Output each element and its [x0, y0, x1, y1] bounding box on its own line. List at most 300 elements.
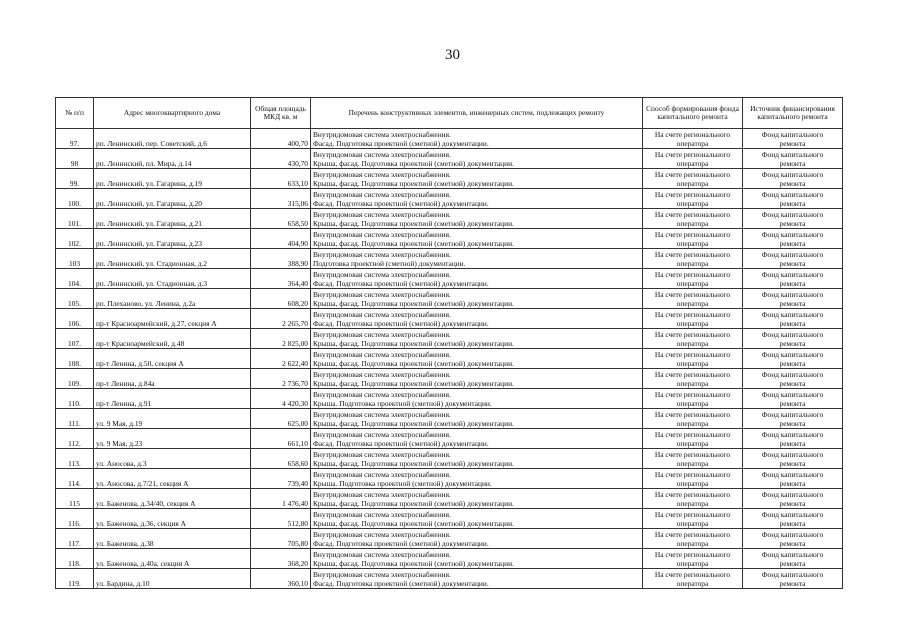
row-number: 103: [56, 249, 94, 269]
row-method-line: На счете регионального: [654, 130, 731, 139]
row-method-line: оператора: [676, 179, 709, 188]
row-source-line: ремонта: [779, 139, 806, 148]
row-area: 2 265,70: [251, 309, 311, 329]
header-no: № п/п: [56, 98, 94, 129]
row-number: 109.: [56, 369, 94, 389]
row-number: 115: [56, 489, 94, 509]
row-source-line: Фонд капитального: [761, 130, 824, 139]
table-row: [56, 449, 843, 469]
row-address: пр-т Красноармейский, д.48: [94, 329, 251, 349]
row-works-line: Внутридомовая система электроснабжения.: [313, 250, 451, 259]
row-works-line: Внутридомовая система электроснабжения.: [313, 470, 451, 479]
row-works-line: Внутридомовая система электроснабжения.: [313, 530, 451, 539]
page-number: 30: [445, 47, 460, 63]
row-works-line: Крыша, фасад. Подготовка проектной (сметной) документации.: [313, 519, 514, 528]
row-source-line: ремонта: [779, 279, 806, 288]
repair-registry-table: [55, 97, 843, 589]
row-method-line: оператора: [676, 299, 709, 308]
row-source-line: Фонд капитального: [761, 570, 824, 579]
row-source: [743, 289, 843, 309]
row-method: [643, 409, 743, 429]
row-number: 117.: [56, 529, 94, 549]
row-source-line: ремонта: [779, 359, 806, 368]
row-method: [643, 149, 743, 169]
row-source-line: ремонта: [779, 419, 806, 428]
row-source-line: Фонд капитального: [761, 290, 824, 299]
row-area: 2 825,00: [251, 329, 311, 349]
row-works-line: Крыша, фасад. Подготовка проектной (сметной) документации.: [313, 559, 514, 568]
row-works: [311, 229, 643, 249]
row-works-line: Внутридомовая система электроснабжения.: [313, 190, 451, 199]
row-method: [643, 269, 743, 289]
row-works: [311, 289, 643, 309]
table-row: [56, 429, 843, 449]
row-source-line: Фонд капитального: [761, 210, 824, 219]
row-area: 1 476,40: [251, 489, 311, 509]
row-address: рп. Ленинский, ул. Стадионная, д.2: [94, 249, 251, 269]
row-works: [311, 309, 643, 329]
row-source: [743, 309, 843, 329]
row-number: 104.: [56, 269, 94, 289]
row-works: [311, 329, 643, 349]
row-area: 2 736,70: [251, 369, 311, 389]
row-number: 98: [56, 149, 94, 169]
row-address: ул. Баженова, д.40а, секция А: [94, 549, 251, 569]
header-source: Источник финансирования капитального ремонта: [743, 98, 843, 129]
row-works-line: Крыша, фасад. Подготовка проектной (сметной) документации.: [313, 459, 514, 468]
row-number: 111.: [56, 409, 94, 429]
row-source-line: ремонта: [779, 519, 806, 528]
row-works-line: Подготовка проектной (сметной) документации.: [313, 259, 466, 268]
header-works: Перечень конструктивных элементов, инженерных систем, подлежащих ремонту: [311, 98, 643, 129]
row-works: [311, 349, 643, 369]
row-address: рп. Ленинский, пер. Советский, д.6: [94, 129, 251, 149]
row-works-line: Фасад. Подготовка проектной (сметной) документации.: [313, 279, 489, 288]
row-method: [643, 329, 743, 349]
row-works-line: Крыша, фасад. Подготовка проектной (сметной) документации.: [313, 499, 514, 508]
row-address: ул. 9 Мая, д.23: [94, 429, 251, 449]
row-method-line: На счете регионального: [654, 150, 731, 159]
row-method-line: На счете регионального: [654, 270, 731, 279]
row-method: [643, 309, 743, 329]
row-works-line: Крыша. Подготовка проектной (сметной) документации.: [313, 399, 492, 408]
row-address: рп. Ленинский, пл. Мира, д.14: [94, 149, 251, 169]
row-method-line: оператора: [676, 479, 709, 488]
row-works-line: Внутридомовая система электроснабжения.: [313, 450, 451, 459]
table-row: [56, 209, 843, 229]
row-source: [743, 209, 843, 229]
row-method-line: оператора: [676, 259, 709, 268]
row-method: [643, 449, 743, 469]
row-works-line: Внутридомовая система электроснабжения.: [313, 230, 451, 239]
row-method: [643, 249, 743, 269]
row-method-line: оператора: [676, 439, 709, 448]
row-source-line: ремонта: [779, 439, 806, 448]
row-works-line: Фасад. Подготовка проектной (сметной) документации.: [313, 579, 489, 588]
table-row: [56, 129, 843, 149]
table-row: [56, 569, 843, 589]
row-method-line: оператора: [676, 159, 709, 168]
row-number: 106.: [56, 309, 94, 329]
row-source-line: ремонта: [779, 219, 806, 228]
row-works-line: Крыша, фасад. Подготовка проектной (сметной) документации.: [313, 419, 514, 428]
row-source: [743, 329, 843, 349]
row-method: [643, 489, 743, 509]
row-source-line: Фонд капитального: [761, 310, 824, 319]
row-source: [743, 529, 843, 549]
table-header-row: [56, 98, 843, 129]
row-source-line: Фонд капитального: [761, 510, 824, 519]
table-row: [56, 169, 843, 189]
row-number: 114.: [56, 469, 94, 489]
row-works-line: Внутридомовая система электроснабжения.: [313, 570, 451, 579]
row-address: ул. Баженова, д.36, секция А: [94, 509, 251, 529]
table-row: [56, 149, 843, 169]
row-method-line: На счете регионального: [654, 370, 731, 379]
row-source-line: Фонд капитального: [761, 350, 824, 359]
row-method-line: оператора: [676, 239, 709, 248]
row-works: [311, 409, 643, 429]
row-works-line: Фасад. Подготовка проектной (сметной) документации.: [313, 139, 489, 148]
row-number: 108.: [56, 349, 94, 369]
row-works-line: Внутридомовая система электроснабжения.: [313, 550, 451, 559]
row-method-line: На счете регионального: [654, 430, 731, 439]
row-source-line: ремонта: [779, 179, 806, 188]
row-number: 112.: [56, 429, 94, 449]
row-source-line: ремонта: [779, 299, 806, 308]
row-works-line: Внутридомовая система электроснабжения.: [313, 170, 451, 179]
table-row: [56, 529, 843, 549]
row-source-line: ремонта: [779, 159, 806, 168]
row-method: [643, 349, 743, 369]
row-works-line: Крыша, фасад. Подготовка проектной (сметной) документации.: [313, 219, 514, 228]
row-method-line: оператора: [676, 139, 709, 148]
row-works-line: Крыша, фасад. Подготовка проектной (сметной) документации.: [313, 359, 514, 368]
row-method-line: оператора: [676, 219, 709, 228]
row-area: 364,40: [251, 269, 311, 289]
row-works-line: Фасад. Подготовка проектной (сметной) документации.: [313, 439, 489, 448]
row-source-line: Фонд капитального: [761, 330, 824, 339]
row-source: [743, 169, 843, 189]
row-works-line: Крыша, фасад. Подготовка проектной (сметной) документации.: [313, 179, 514, 188]
row-works-line: Крыша, фасад. Подготовка проектной (сметной) документации.: [313, 379, 514, 388]
row-address: ул. Аносова, д.7/21, секция А: [94, 469, 251, 489]
row-area: 360,10: [251, 569, 311, 589]
row-method-line: оператора: [676, 339, 709, 348]
row-method-line: На счете регионального: [654, 410, 731, 419]
row-method-line: На счете регионального: [654, 210, 731, 219]
row-source-line: ремонта: [779, 319, 806, 328]
row-source-line: ремонта: [779, 399, 806, 408]
row-source: [743, 349, 843, 369]
row-works-line: Крыша. Подготовка проектной (сметной) документации.: [313, 479, 492, 488]
row-method-line: оператора: [676, 459, 709, 468]
row-works: [311, 209, 643, 229]
row-works: [311, 189, 643, 209]
row-method-line: оператора: [676, 359, 709, 368]
row-method: [643, 469, 743, 489]
row-works-line: Внутридомовая система электроснабжения.: [313, 490, 451, 499]
row-works-line: Внутридомовая система электроснабжения.: [313, 270, 451, 279]
row-source: [743, 569, 843, 589]
row-works-line: Фасад. Подготовка проектной (сметной) документации.: [313, 539, 489, 548]
row-works-line: Крыша, фасад. Подготовка проектной (сметной) документации.: [313, 299, 514, 308]
row-source-line: Фонд капитального: [761, 430, 824, 439]
row-method-line: На счете регионального: [654, 290, 731, 299]
row-source-line: Фонд капитального: [761, 490, 824, 499]
row-area: 368,20: [251, 549, 311, 569]
table-row: [56, 229, 843, 249]
row-method: [643, 509, 743, 529]
header-area: Общая площадь МКД кв. м: [251, 98, 311, 129]
row-works: [311, 249, 643, 269]
row-works-line: Внутридомовая система электроснабжения.: [313, 310, 451, 319]
row-method-line: На счете регионального: [654, 190, 731, 199]
row-method: [643, 129, 743, 149]
row-method-line: оператора: [676, 399, 709, 408]
row-source: [743, 189, 843, 209]
row-source: [743, 269, 843, 289]
row-works-line: Внутридомовая система электроснабжения.: [313, 210, 451, 219]
row-works-line: Внутридомовая система электроснабжения.: [313, 290, 451, 299]
row-method: [643, 569, 743, 589]
table-row: [56, 409, 843, 429]
table-row: [56, 309, 843, 329]
row-works: [311, 569, 643, 589]
row-method-line: оператора: [676, 279, 709, 288]
row-area: 4 420,30: [251, 389, 311, 409]
row-works: [311, 469, 643, 489]
row-works: [311, 529, 643, 549]
row-method: [643, 389, 743, 409]
row-works-line: Фасад. Подготовка проектной (сметной) документации.: [313, 319, 489, 328]
row-method-line: На счете регионального: [654, 570, 731, 579]
row-address: рп. Ленинский, ул. Гагарина, д.19: [94, 169, 251, 189]
row-method: [643, 169, 743, 189]
row-method-line: На счете регионального: [654, 470, 731, 479]
row-area: 661,10: [251, 429, 311, 449]
table-row: [56, 389, 843, 409]
row-works-line: Внутридомовая система электроснабжения.: [313, 390, 451, 399]
table-row: [56, 249, 843, 269]
row-method: [643, 189, 743, 209]
row-address: рп. Ленинский, ул. Гагарина, д.20: [94, 189, 251, 209]
row-area: 739,40: [251, 469, 311, 489]
row-address: пр-т Ленина, д.50, секция А: [94, 349, 251, 369]
table-row: [56, 329, 843, 349]
row-address: ул. Баженова, д.34/40, секция А: [94, 489, 251, 509]
row-area: 400,70: [251, 129, 311, 149]
table-row: [56, 509, 843, 529]
row-area: 430,70: [251, 149, 311, 169]
row-works: [311, 269, 643, 289]
row-area: 658,50: [251, 209, 311, 229]
row-address: рп. Плеханово, ул. Ленина, д.2а: [94, 289, 251, 309]
row-method-line: На счете регионального: [654, 170, 731, 179]
row-source-line: Фонд капитального: [761, 150, 824, 159]
row-works-line: Внутридомовая система электроснабжения.: [313, 430, 451, 439]
row-method-line: На счете регионального: [654, 310, 731, 319]
row-works-line: Внутридомовая система электроснабжения.: [313, 410, 451, 419]
row-area: 2 622,40: [251, 349, 311, 369]
row-works-line: Внутридомовая система электроснабжения.: [313, 330, 451, 339]
row-method-line: оператора: [676, 319, 709, 328]
row-source-line: ремонта: [779, 499, 806, 508]
row-method: [643, 369, 743, 389]
row-works: [311, 509, 643, 529]
row-number: 119.: [56, 569, 94, 589]
row-works-line: Внутридомовая система электроснабжения.: [313, 130, 451, 139]
row-number: 101.: [56, 209, 94, 229]
row-source: [743, 229, 843, 249]
row-number: 110.: [56, 389, 94, 409]
row-number: 113.: [56, 449, 94, 469]
row-source-line: ремонта: [779, 559, 806, 568]
row-works: [311, 489, 643, 509]
row-address: рп. Ленинский, ул. Гагарина, д.21: [94, 209, 251, 229]
row-source-line: ремонта: [779, 199, 806, 208]
row-area: 404,90: [251, 229, 311, 249]
table-row: [56, 369, 843, 389]
row-method-line: На счете регионального: [654, 350, 731, 359]
row-area: 315,06: [251, 189, 311, 209]
row-source: [743, 509, 843, 529]
row-source-line: ремонта: [779, 339, 806, 348]
row-source-line: Фонд капитального: [761, 550, 824, 559]
row-method: [643, 549, 743, 569]
row-source-line: Фонд капитального: [761, 450, 824, 459]
row-address: ул. Баженова, д.38: [94, 529, 251, 549]
row-number: 99.: [56, 169, 94, 189]
row-source-line: ремонта: [779, 379, 806, 388]
table-row: [56, 489, 843, 509]
row-area: 625,00: [251, 409, 311, 429]
row-source-line: ремонта: [779, 539, 806, 548]
row-source-line: Фонд капитального: [761, 390, 824, 399]
row-source: [743, 549, 843, 569]
table-row: [56, 549, 843, 569]
row-works-line: Внутридомовая система электроснабжения.: [313, 350, 451, 359]
row-source: [743, 369, 843, 389]
row-area: 658,60: [251, 449, 311, 469]
row-method-line: оператора: [676, 539, 709, 548]
row-source-line: Фонд капитального: [761, 370, 824, 379]
row-works: [311, 389, 643, 409]
row-source-line: Фонд капитального: [761, 170, 824, 179]
row-source-line: Фонд капитального: [761, 270, 824, 279]
row-method-line: На счете регионального: [654, 510, 731, 519]
row-method: [643, 209, 743, 229]
table-row: [56, 469, 843, 489]
table-row: [56, 289, 843, 309]
row-source: [743, 149, 843, 169]
row-works-line: Крыша, фасад. Подготовка проектной (сметной) документации.: [313, 339, 514, 348]
row-works-line: Крыша, фасад. Подготовка проектной (сметной) документации.: [313, 239, 514, 248]
row-number: 116.: [56, 509, 94, 529]
row-works: [311, 369, 643, 389]
row-number: 102.: [56, 229, 94, 249]
row-number: 107.: [56, 329, 94, 349]
row-works-line: Фасад. Подготовка проектной (сметной) документации.: [313, 199, 489, 208]
row-source: [743, 489, 843, 509]
row-method: [643, 229, 743, 249]
row-source-line: ремонта: [779, 479, 806, 488]
row-method-line: На счете регионального: [654, 530, 731, 539]
row-source-line: Фонд капитального: [761, 230, 824, 239]
row-source-line: ремонта: [779, 459, 806, 468]
row-area: 705,80: [251, 529, 311, 549]
row-method-line: На счете регионального: [654, 390, 731, 399]
row-number: 118.: [56, 549, 94, 569]
row-works: [311, 549, 643, 569]
row-method: [643, 289, 743, 309]
row-works: [311, 169, 643, 189]
row-method-line: оператора: [676, 559, 709, 568]
row-source-line: Фонд капитального: [761, 470, 824, 479]
row-method-line: На счете регионального: [654, 250, 731, 259]
row-area: 633,10: [251, 169, 311, 189]
row-number: 105.: [56, 289, 94, 309]
table-row: [56, 189, 843, 209]
row-works-line: Внутридомовая система электроснабжения.: [313, 510, 451, 519]
row-address: ул. Аносова, д.3: [94, 449, 251, 469]
row-method-line: оператора: [676, 379, 709, 388]
row-source-line: ремонта: [779, 579, 806, 588]
row-area: 512,80: [251, 509, 311, 529]
row-address: рп. Ленинский, ул. Гагарина, д.23: [94, 229, 251, 249]
row-works: [311, 449, 643, 469]
row-source: [743, 389, 843, 409]
row-works: [311, 129, 643, 149]
row-works-line: Внутридомовая система электроснабжения.: [313, 150, 451, 159]
row-source-line: Фонд капитального: [761, 410, 824, 419]
row-method-line: оператора: [676, 519, 709, 528]
header-method: Способ формирования фонда капитального ремонта: [643, 98, 743, 129]
row-source: [743, 469, 843, 489]
row-method-line: оператора: [676, 499, 709, 508]
row-method-line: оператора: [676, 579, 709, 588]
row-method-line: На счете регионального: [654, 230, 731, 239]
row-works: [311, 149, 643, 169]
row-address: ул. 9 Мая, д.19: [94, 409, 251, 429]
row-address: пр-т Ленина, д.91: [94, 389, 251, 409]
row-source-line: ремонта: [779, 259, 806, 268]
row-method-line: оператора: [676, 419, 709, 428]
row-number: 100.: [56, 189, 94, 209]
row-method: [643, 429, 743, 449]
row-source-line: Фонд капитального: [761, 530, 824, 539]
row-area: 608,20: [251, 289, 311, 309]
row-address: пр-т Красноармейский, д.27, секция А: [94, 309, 251, 329]
row-address: пр-т Ленина, д.84а: [94, 369, 251, 389]
row-source: [743, 449, 843, 469]
row-source-line: ремонта: [779, 239, 806, 248]
row-works-line: Крыша, фасад. Подготовка проектной (сметной) документации.: [313, 159, 514, 168]
row-address: ул. Бардина, д.10: [94, 569, 251, 589]
table-body: [56, 129, 843, 589]
row-source-line: Фонд капитального: [761, 250, 824, 259]
row-source: [743, 129, 843, 149]
row-method-line: На счете регионального: [654, 490, 731, 499]
row-method-line: оператора: [676, 199, 709, 208]
table-row: [56, 349, 843, 369]
row-method-line: На счете регионального: [654, 330, 731, 339]
row-works-line: Внутридомовая система электроснабжения.: [313, 370, 451, 379]
row-number: 97.: [56, 129, 94, 149]
row-area: 388,90: [251, 249, 311, 269]
row-source: [743, 429, 843, 449]
row-method-line: На счете регионального: [654, 450, 731, 459]
